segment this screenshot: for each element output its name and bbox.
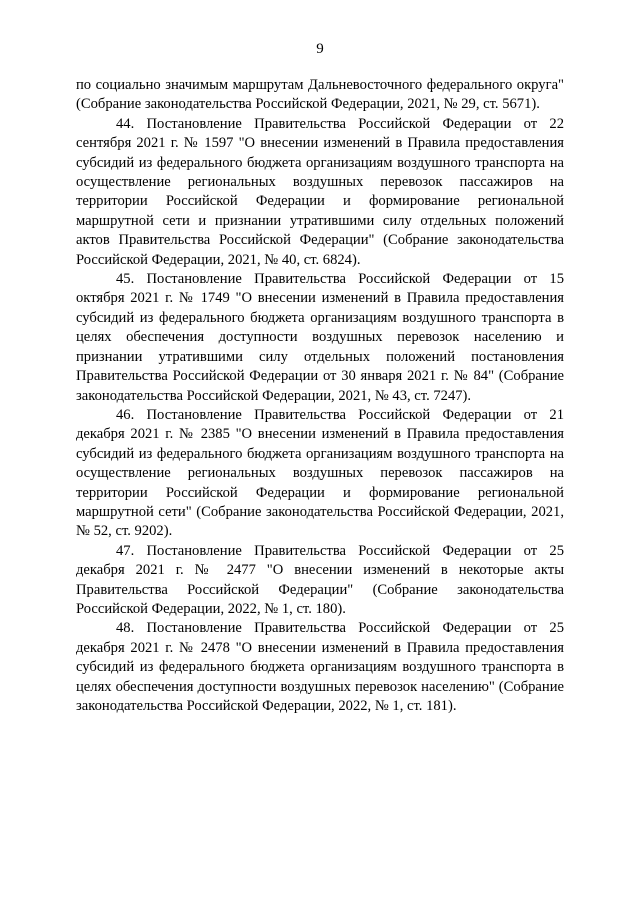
list-item-47: 47. Постановление Правительства Российской Федерации от 25 декабря 2021 г. № 2477 "О внесении изменений в некоторые акты Правительства Российской Федерации" (Собрание законодательства Российской Федерации, 2022, № 1, ст. 180). xyxy=(76,542,564,617)
paragraph-continuation: по социально значимым маршрутам Дальневосточного федерального округа" (Собрание законодательства Российской Федерации, 2021, № 29, ст. 5671). xyxy=(76,77,564,113)
page-number: 9 xyxy=(316,41,324,57)
list-item-48: 48. Постановление Правительства Российской Федерации от 25 декабря 2021 г. № 2478 "О внесении изменений в Правила предоставления субсидий из федерального бюджета организациям воздушного транспорта в целях обеспечения доступности воздушных перевозок населению" (Собрание законодательства Российской Федерации, 2022, № 1, ст. 181). xyxy=(76,620,564,714)
list-item-45: 45. Постановление Правительства Российской Федерации от 15 октября 2021 г. № 1749 "О внесении изменений в Правила предоставления субсидий из федерального бюджета организациям воздушного транспорта в целях обеспечения доступности воздушных перевозок населению и признании утратившими силу отдельных положений постановления Правительства Российской Федерации от 30 января 2021 г. № 84" (Собрание законодательства Российской Федерации, 2021, № 43, ст. 7247). xyxy=(76,271,564,404)
list-item-46: 46. Постановление Правительства Российской Федерации от 21 декабря 2021 г. № 2385 "О внесении изменений в Правила предоставления субсидий из федерального бюджета организациям воздушного транспорта на осуществление региональных воздушных перевозок пассажиров на территории Российской Федерации и формирование региональной маршрутной сети" (Собрание законодательства Российской Федерации, 2021, № 52, ст. 9202). xyxy=(76,406,564,540)
list-item-44: 44. Постановление Правительства Российской Федерации от 22 сентября 2021 г. № 1597 "О внесении изменений в Правила предоставления субсидий из федерального бюджета организациям воздушного транспорта на осуществление региональных воздушных перевозок пассажиров на территории Российской Федерации и формирование региональной маршрутной сети и признании утратившими силу отдельных положений актов Правительства Российской Федерации" (Собрание законодательства Российской Федерации, 2021, № 40, ст. 6824). xyxy=(76,115,564,268)
document-body xyxy=(76,76,564,716)
